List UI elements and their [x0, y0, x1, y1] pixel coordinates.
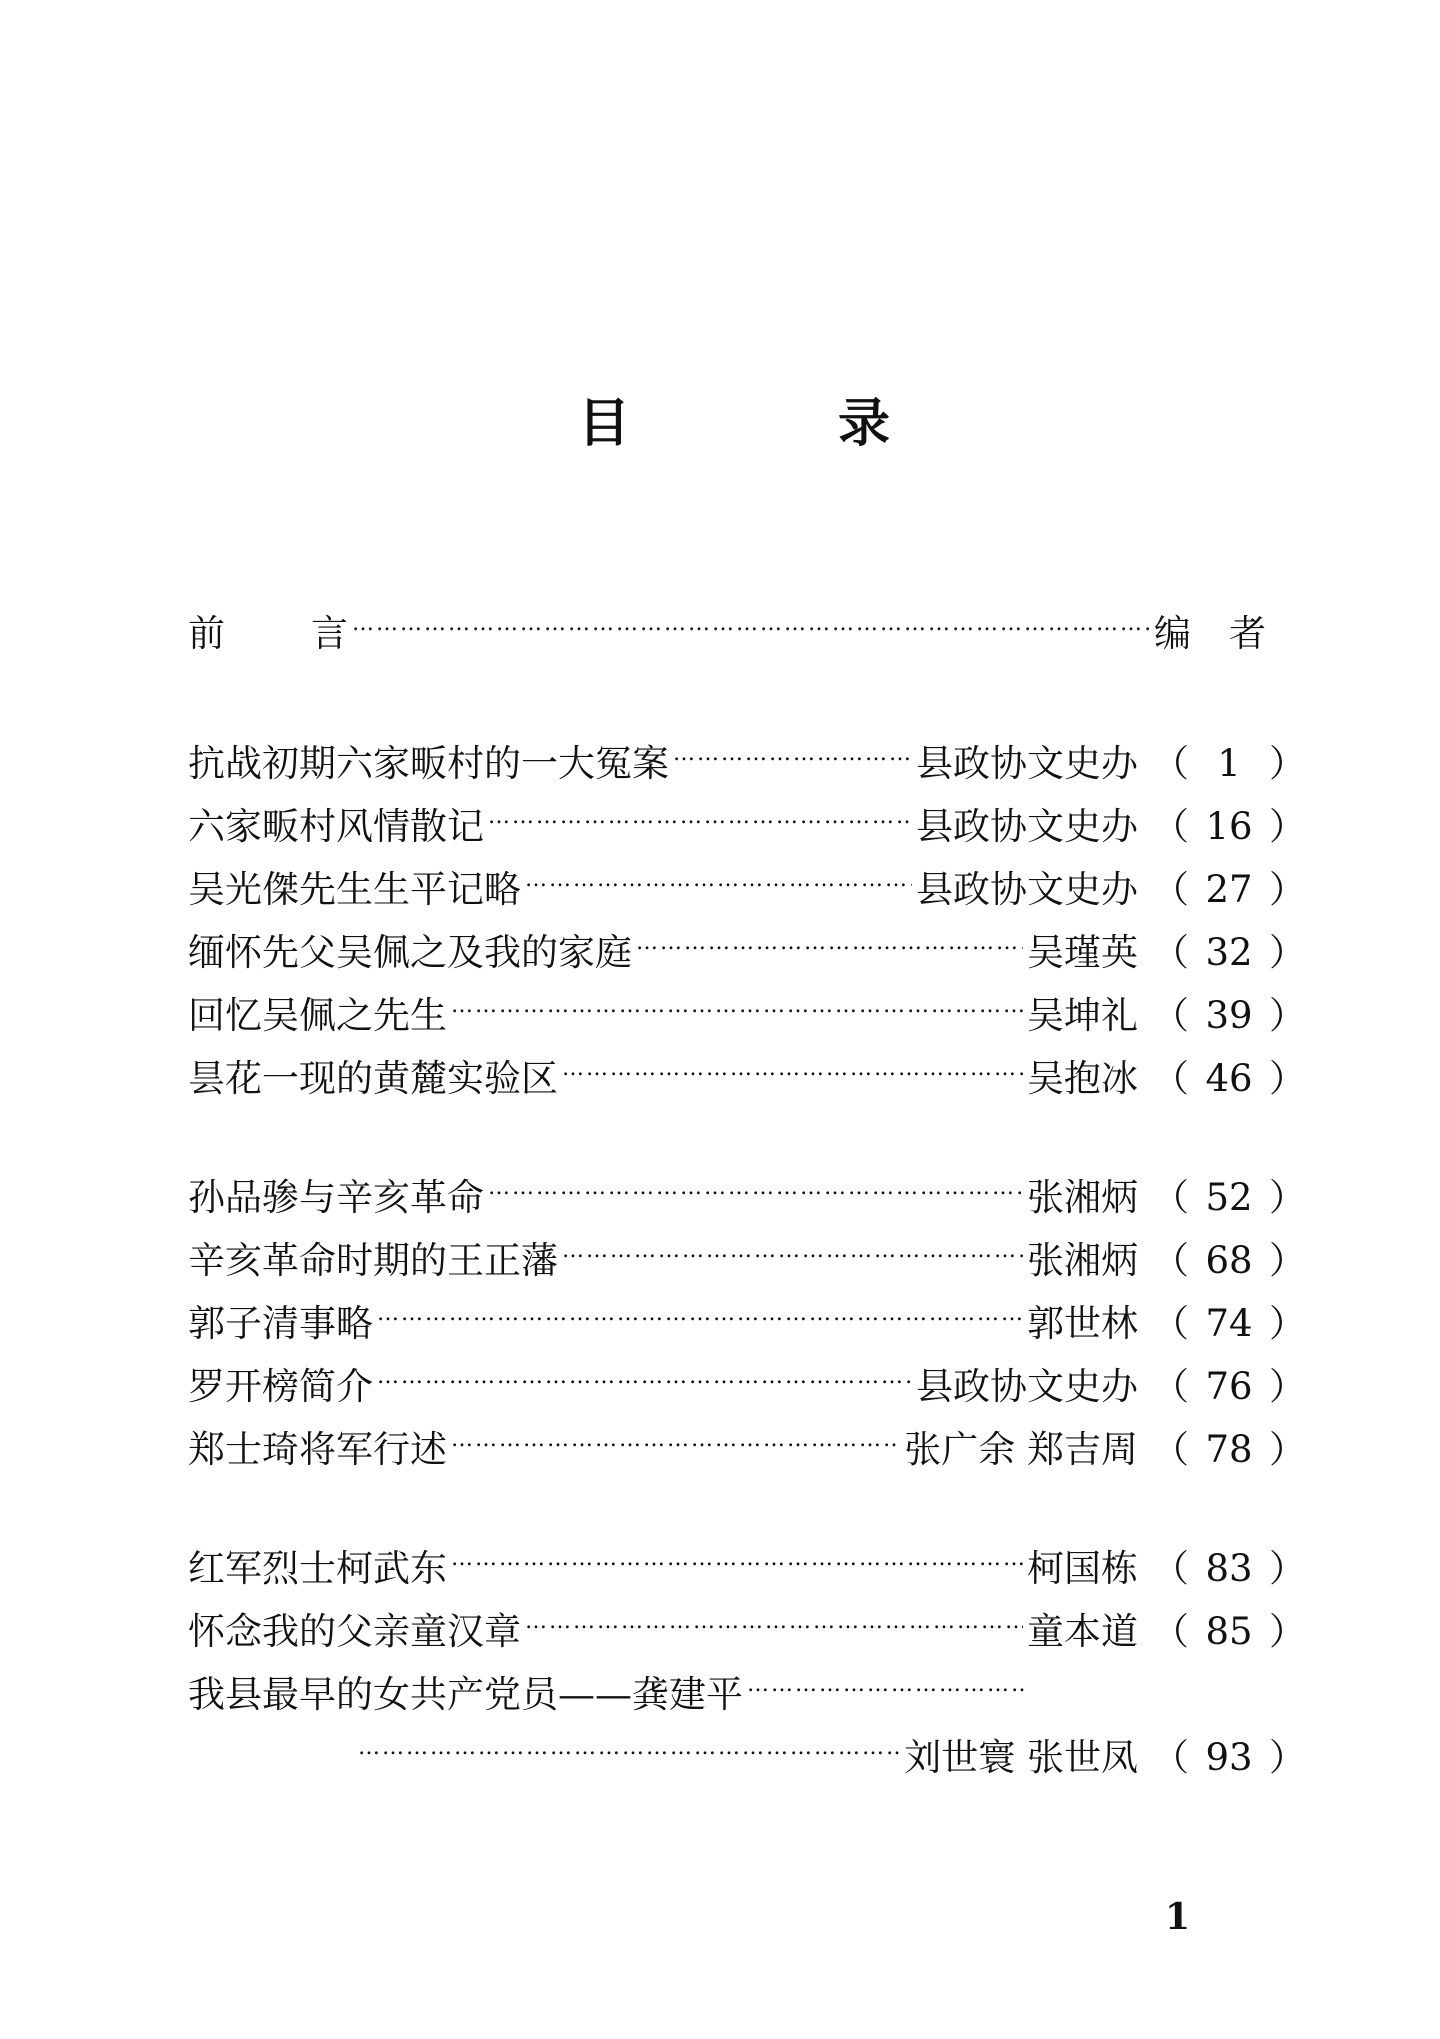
leader-dots [451, 1412, 900, 1468]
entry-page: （ 1 ） [1152, 742, 1306, 785]
leader-dots [636, 915, 1023, 971]
title-char-right: 录 [838, 393, 891, 454]
entry-page: （ 85 ） [1152, 1610, 1306, 1653]
entry-title: 郭子清事略 [188, 1302, 373, 1345]
entry-title: 六家畈村风情散记 [188, 805, 484, 848]
entry-title: 怀念我的父亲童汉章 [188, 1610, 521, 1653]
entry-title: 回忆吴佩之先生 [188, 994, 447, 1037]
entry-title: 罗开榜简介 [188, 1365, 373, 1408]
entry-author: 吴坤礼 [1027, 994, 1138, 1037]
entry-title: 抗战初期六家畈村的一大冤案 [188, 742, 669, 785]
entry-page: （ 68 ） [1152, 1239, 1306, 1282]
entry-page: （ 16 ） [1152, 805, 1306, 848]
entry-title: 郑士琦将军行述 [188, 1428, 447, 1471]
toc-entry[interactable] [188, 732, 1306, 788]
leader-dots [562, 1041, 1023, 1097]
toc-entry[interactable] [188, 1355, 1306, 1411]
entry-page: （ 74 ） [1152, 1302, 1306, 1345]
toc-entry[interactable] [188, 1229, 1306, 1285]
entry-author: 县政协文史办 [916, 805, 1138, 848]
entry-author: 吴瑾英 [1027, 931, 1138, 974]
entry-author: 张广余 郑吉周 [904, 1428, 1138, 1471]
entry-title: 前 言 [188, 612, 348, 655]
entry-title: 昙花一现的黄麓实验区 [188, 1057, 558, 1100]
toc-entry[interactable] [188, 1047, 1306, 1103]
entry-page: （ 83 ） [1152, 1547, 1306, 1590]
entry-page: （ 32 ） [1152, 931, 1306, 974]
entry-author: 柯国栋 [1027, 1547, 1138, 1590]
leader-dots [525, 852, 912, 908]
entry-title: 缅怀先父吴佩之及我的家庭 [188, 931, 632, 974]
entry-page: （ 27 ） [1152, 868, 1306, 911]
entry-page: （ 52 ） [1152, 1176, 1306, 1219]
entry-page: （ 76 ） [1152, 1365, 1306, 1408]
toc-entry[interactable] [188, 1537, 1306, 1593]
entry-author: 郭世林 [1027, 1302, 1138, 1345]
entry-page: （ 93 ） [1152, 1736, 1306, 1779]
entry-author: 张湘炳 [1027, 1176, 1138, 1219]
entry-author: 童本道 [1027, 1610, 1138, 1653]
leader-dots [488, 1160, 1023, 1216]
entry-page: （ 39 ） [1152, 994, 1306, 1037]
entry-author: 编者 [1154, 612, 1304, 655]
leader-dots [451, 1531, 1023, 1587]
title-char-left: 目 [578, 393, 631, 454]
toc-entry[interactable] [188, 795, 1306, 851]
entry-author: 县政协文史办 [916, 742, 1138, 785]
entry-title: 我县最早的女共产党员——龚建平 [188, 1673, 743, 1716]
entry-author: 县政协文史办 [916, 868, 1138, 911]
entry-author: 张湘炳 [1027, 1239, 1138, 1282]
leader-dots [358, 1720, 900, 1776]
leader-dots [451, 978, 1023, 1034]
leader-dots [377, 1286, 1023, 1342]
toc-entry[interactable] [188, 858, 1306, 914]
leader-dots [352, 596, 1150, 652]
entry-page: （ 46 ） [1152, 1057, 1306, 1100]
entry-title: 吴光傑先生生平记略 [188, 868, 521, 911]
toc-entry[interactable] [188, 1292, 1306, 1348]
leader-dots [747, 1657, 1027, 1713]
toc-entry-long-continuation[interactable] [358, 1726, 1306, 1782]
toc-entry[interactable] [188, 1166, 1306, 1222]
toc-entry-preface[interactable] [188, 602, 1304, 658]
page-number: 1 [1165, 1896, 1191, 1938]
leader-dots [673, 726, 912, 782]
leader-dots [525, 1594, 1023, 1650]
entry-author: 刘世寰 张世凤 [904, 1736, 1138, 1779]
toc-entry[interactable] [188, 984, 1306, 1040]
toc-entry-long-title[interactable] [188, 1663, 1266, 1719]
leader-dots [562, 1223, 1023, 1279]
entry-author: 县政协文史办 [916, 1365, 1138, 1408]
entry-title: 红军烈士柯武东 [188, 1547, 447, 1590]
toc-entry[interactable] [188, 921, 1306, 977]
entry-page: （ 78 ） [1152, 1428, 1306, 1471]
leader-dots [488, 789, 912, 845]
entry-author: 吴抱冰 [1027, 1057, 1138, 1100]
entry-title: 孙品骖与辛亥革命 [188, 1176, 484, 1219]
toc-entry[interactable] [188, 1418, 1306, 1474]
entry-title: 辛亥革命时期的王正藩 [188, 1239, 558, 1282]
leader-dots [377, 1349, 912, 1405]
toc-entry[interactable] [188, 1600, 1306, 1656]
